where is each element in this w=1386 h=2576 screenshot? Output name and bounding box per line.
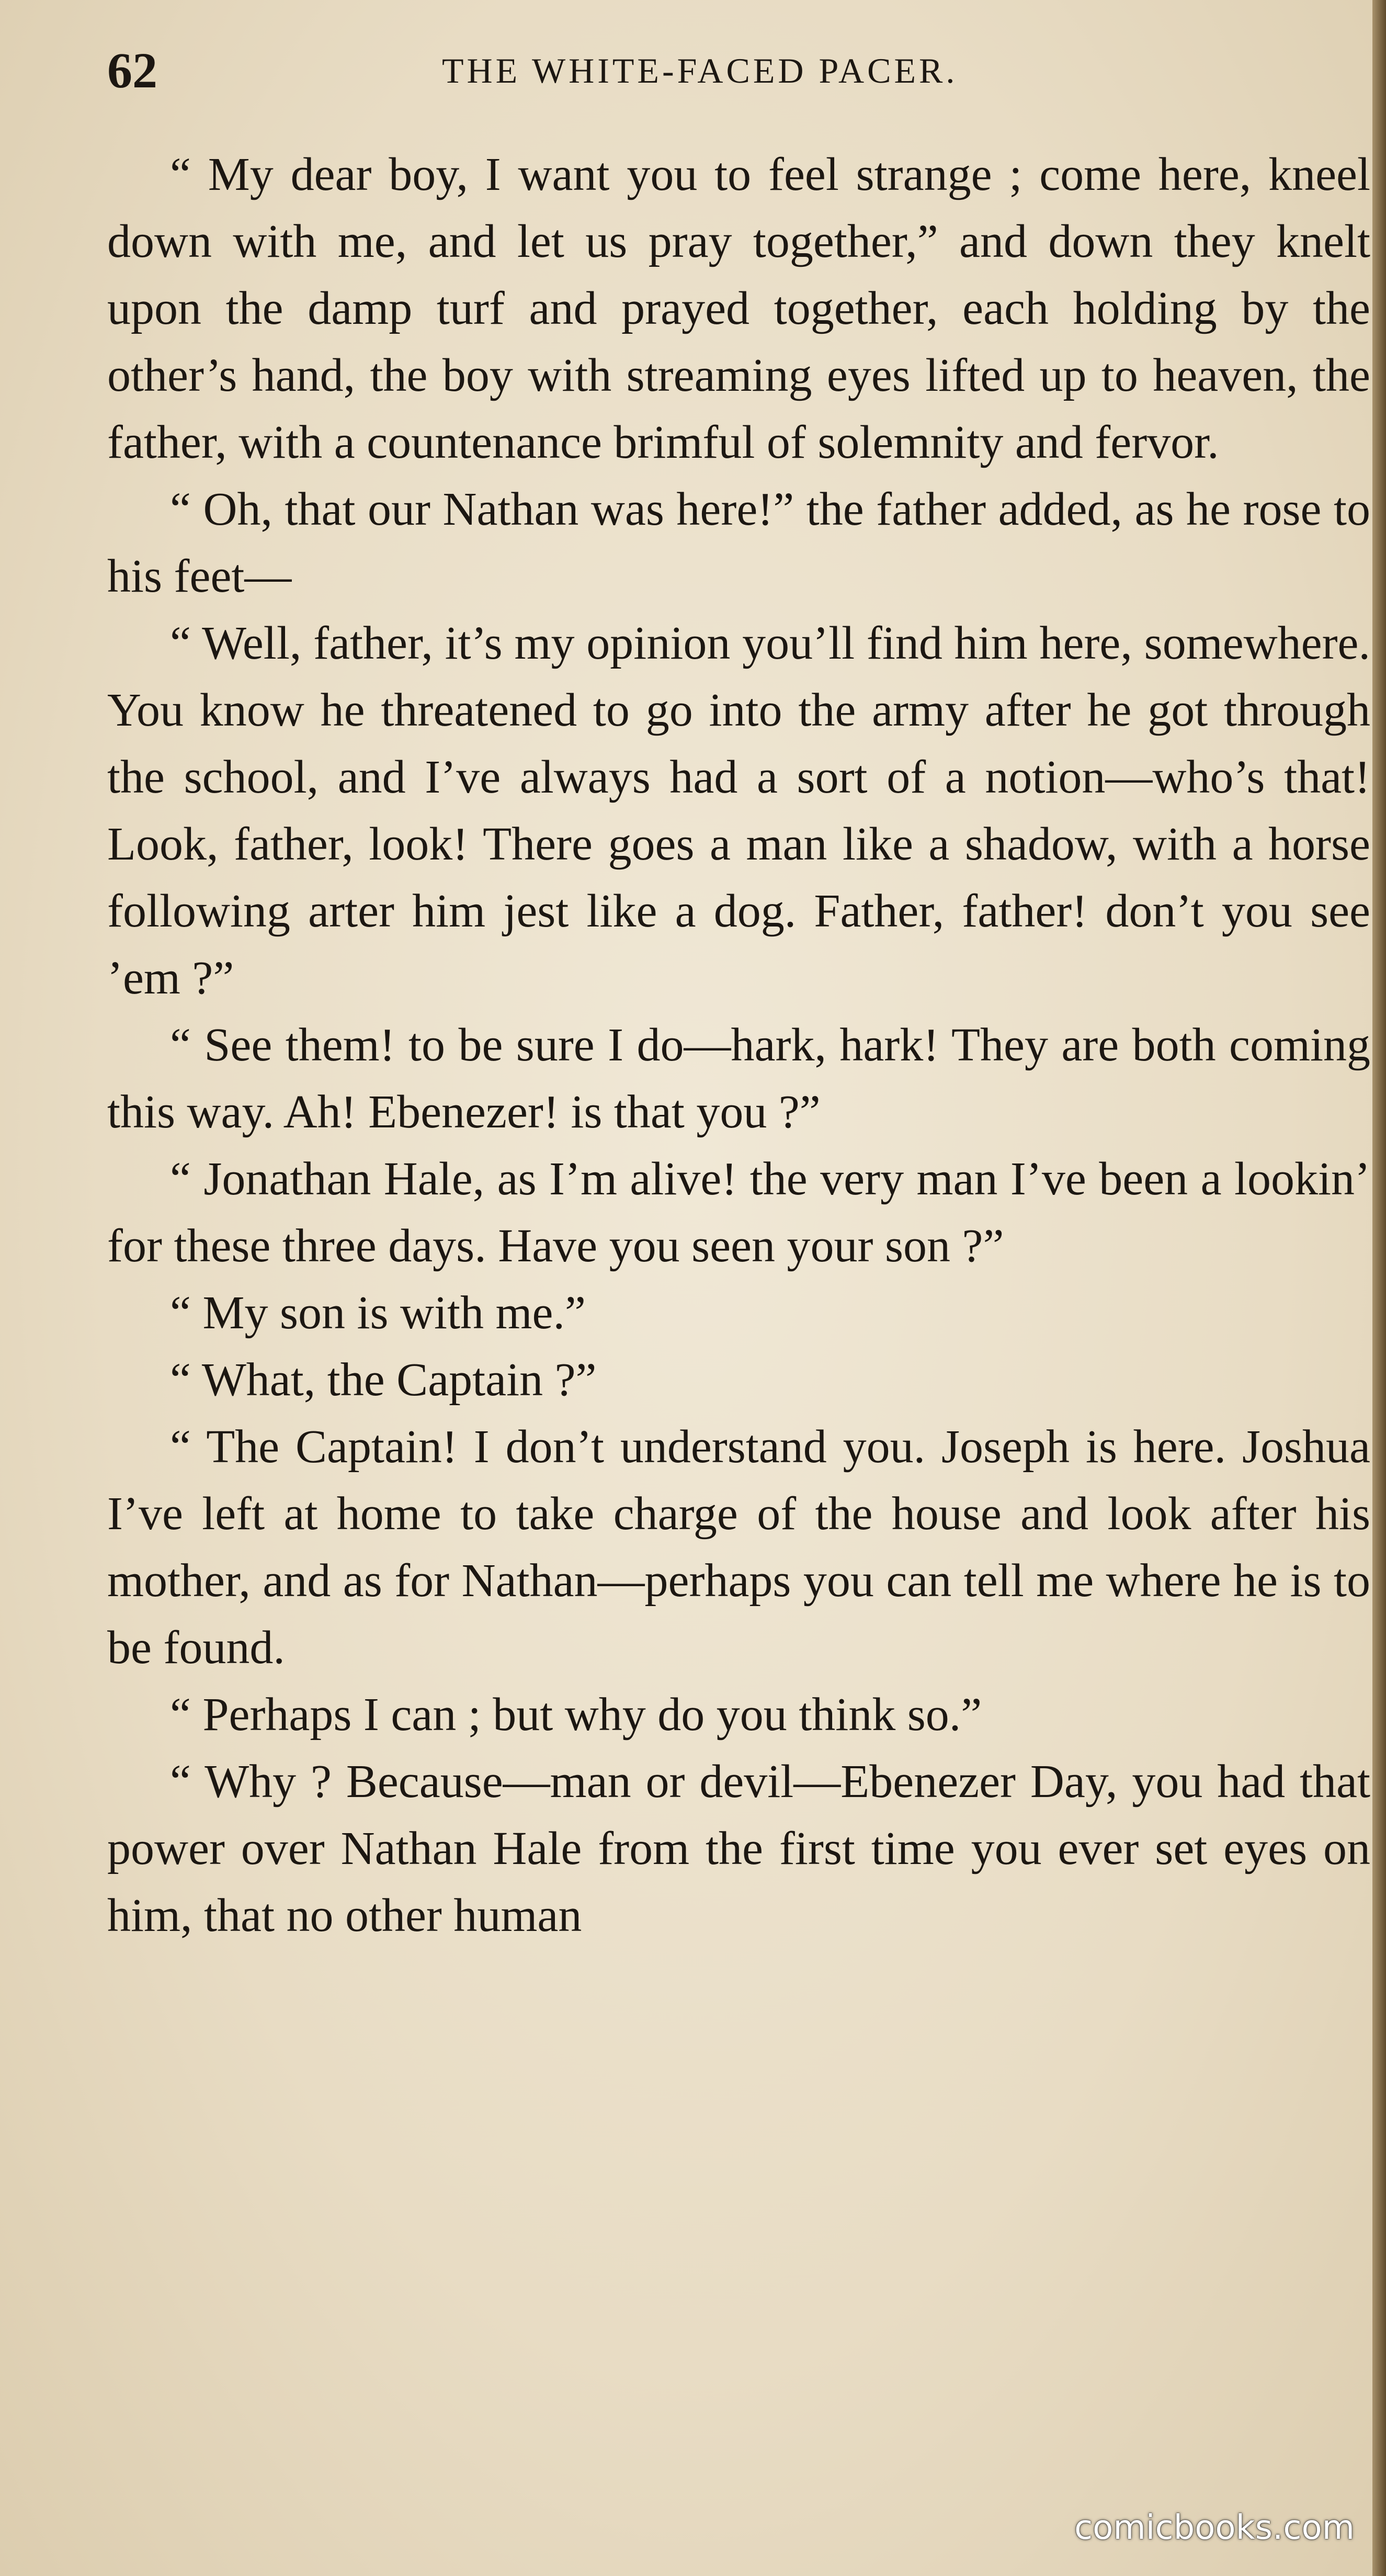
paragraph: “ Perhaps I can ; but why do you think so.” [170,1689,982,1741]
page-spine-edge [1372,0,1386,2576]
running-title: THE WHITE-FACED PACER. [442,51,958,91]
paragraph: “ See them! to be sure I do—hark, hark! They are both coming this way. Ah! Ebenezer! is that you ?” [107,1019,1370,1138]
paragraph: “ Why ? Because—man or devil—Ebenezer Day, you had that power over Nathan Hale from the first time you ever set eyes on him, that no other human [107,1756,1370,1941]
page-header [107,39,1362,102]
watermark: comicbooks.com [1074,2509,1355,2547]
page-number: 62 [107,42,157,98]
body-text [107,141,1370,1949]
paragraph: “ The Captain! I don’t understand you. Joseph is here. Joshua I’ve left at home to take charge of the house and look after his mother, and as for Nathan—perhaps you can tell me where he is to be found. [107,1421,1370,1674]
paragraph: “ Well, father, it’s my opinion you’ll find him here, somewhere. You know he threatened to go into the army after he got through the school, and I’ve always had a sort of a notion—who’s that! Look, father, look! There goes a man like a shadow, with a horse following arter him jest like a dog. Father, father! don’t you see ’em ?” [107,617,1370,1004]
paragraph: “ Jonathan Hale, as I’m alive! the very man I’ve been a lookin’ for these three days. Have you seen your son ?” [107,1153,1370,1272]
paragraph: “ My dear boy, I want you to feel strange ; come here, kneel down with me, and let us pray together,” and down they knelt upon the damp turf and prayed together, each holding by the other’s hand, the boy with streaming eyes lifted up to heaven, the father, with a countenance brimful of solemnity and fervor. [107,149,1370,468]
paragraph: “ Oh, that our Nathan was here!” the father added, as he rose to his feet— [107,483,1370,602]
paragraph: “ My son is with me.” [170,1287,586,1339]
paragraph: “ What, the Captain ?” [170,1354,597,1406]
